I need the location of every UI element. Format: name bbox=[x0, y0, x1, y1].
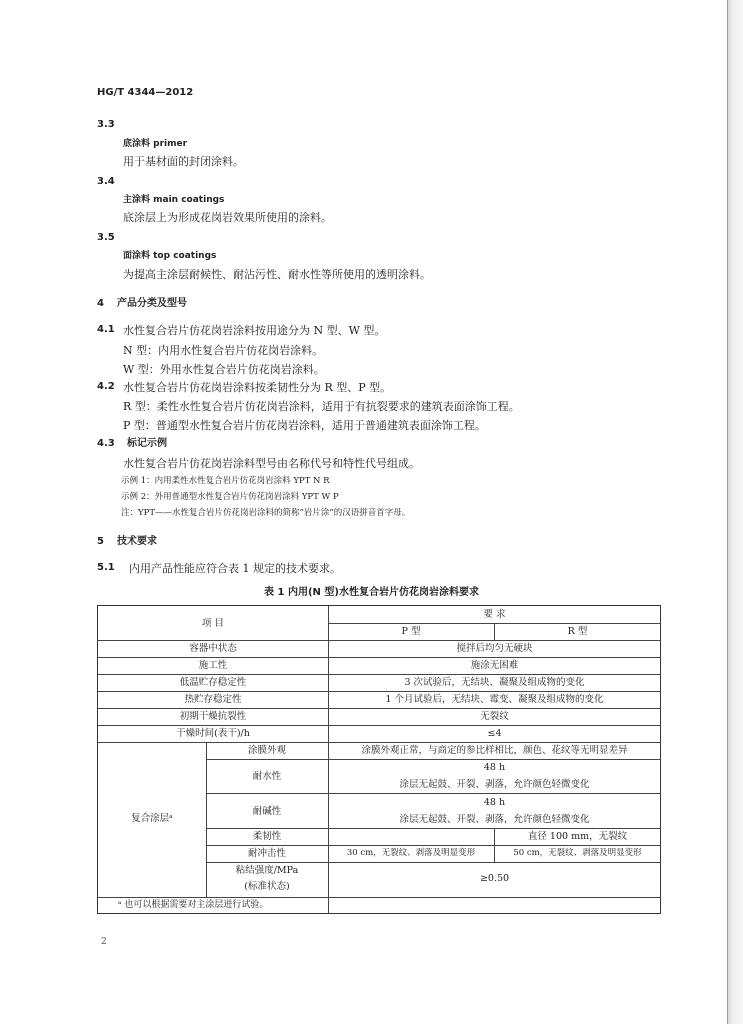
section-number: 3.4 bbox=[97, 176, 115, 187]
section-title: 技术要求 bbox=[117, 536, 157, 547]
section-number: 3.5 bbox=[97, 232, 115, 243]
section-number: 5.1 bbox=[97, 562, 115, 573]
page-edge bbox=[727, 0, 743, 1024]
term-title: 底涂料 primer bbox=[123, 139, 188, 149]
composite-coating-label: 复合涂层ᵃ bbox=[131, 813, 173, 824]
alkali-resistance-hours: 48 h bbox=[483, 797, 506, 808]
example-line: 示例 2：外用普通型水性复合岩片仿花岗岩涂料 YPT W P bbox=[121, 492, 339, 502]
table-header-requirement: 要 求 bbox=[483, 609, 506, 620]
paragraph-line: 水性复合岩片仿花岗岩涂料型号由名称代号和特性代号组成。 bbox=[123, 457, 420, 470]
water-resistance-item: 耐水性 bbox=[252, 771, 282, 782]
table-row-value: 搅拌后均匀无硬块 bbox=[456, 643, 533, 654]
flexibility-item: 柔韧性 bbox=[252, 831, 282, 842]
alkali-resistance-item: 耐碱性 bbox=[252, 806, 282, 817]
table-row-value: 施涂无困难 bbox=[470, 660, 519, 671]
appearance-item: 涂膜外观 bbox=[247, 745, 286, 756]
section-number: 4.3 bbox=[97, 438, 115, 449]
paragraph-line: 水性复合岩片仿花岗岩涂料按柔韧性分为 R 型、P 型。 bbox=[123, 381, 392, 394]
bond-strength-item: 粘结强度/MPa bbox=[235, 865, 299, 876]
water-resistance-value: 涂层无起鼓、开裂、剥落，允许颜色轻微变化 bbox=[399, 779, 590, 790]
table-row-value: 3 次试验后，无结块、凝聚及组成物的变化 bbox=[404, 677, 585, 688]
section-number: 4.2 bbox=[97, 381, 115, 392]
paragraph-line: 内用产品性能应符合表 1 规定的技术要求。 bbox=[129, 562, 341, 575]
table-header-r-type: R 型 bbox=[567, 626, 588, 637]
term-definition: 底涂层上为形成花岗岩效果所使用的涂料。 bbox=[123, 211, 332, 224]
table-caption: 表 1 内用(N 型)水性复合岩片仿花岗岩涂料要求 bbox=[264, 587, 479, 598]
section-number: 4 bbox=[97, 298, 104, 309]
water-resistance-hours: 48 h bbox=[483, 762, 506, 773]
table-row-value: ≤4 bbox=[487, 728, 502, 739]
term-title: 主涂料 main coatings bbox=[123, 195, 225, 205]
note-line: 注：YPT——水性复合岩片仿花岗岩涂料的简称“岩片涂”的汉语拼音首字母。 bbox=[121, 508, 411, 518]
section-title: 产品分类及型号 bbox=[117, 298, 187, 309]
paragraph-line: W 型：外用水性复合岩片仿花岗岩涂料。 bbox=[123, 363, 325, 376]
table-row-item: 干燥时间(表干)/h bbox=[176, 728, 250, 739]
table-row-item: 施工性 bbox=[198, 660, 228, 671]
table-row-value: 1 个月试验后，无结块、霉变、凝聚及组成物的变化 bbox=[385, 694, 604, 705]
paragraph-line: R 型：柔性水性复合岩片仿花岗岩涂料，适用于有抗裂要求的建筑表面涂饰工程。 bbox=[123, 400, 520, 413]
requirements-table bbox=[97, 605, 661, 914]
table-row-item: 初期干燥抗裂性 bbox=[179, 711, 247, 722]
bond-strength-condition: (标准状态) bbox=[244, 881, 290, 892]
appearance-value: 涂膜外观正常，与商定的参比样相比，颜色、花纹等无明显差异 bbox=[361, 745, 628, 756]
table-row-item: 热贮存稳定性 bbox=[184, 694, 242, 705]
table-footnote: ᵃ 也可以根据需要对主涂层进行试验。 bbox=[118, 900, 269, 910]
example-line: 示例 1：内用柔性水性复合岩片仿花岗岩涂料 YPT N R bbox=[121, 476, 330, 486]
flexibility-r-value: 直径 100 mm，无裂纹 bbox=[527, 831, 628, 842]
paragraph-line: N 型：内用水性复合岩片仿花岗岩涂料。 bbox=[123, 344, 324, 357]
section-title: 标记示例 bbox=[127, 438, 167, 449]
term-definition: 为提高主涂层耐候性、耐沾污性、耐水性等所使用的透明涂料。 bbox=[123, 268, 431, 281]
table-header-p-type: P 型 bbox=[401, 626, 421, 637]
page-number: 2 bbox=[101, 937, 107, 947]
section-number: 4.1 bbox=[97, 324, 115, 335]
table-row-item: 低温贮存稳定性 bbox=[179, 677, 247, 688]
table-header-item: 项 目 bbox=[201, 618, 225, 629]
term-definition: 用于基材面的封闭涂料。 bbox=[123, 155, 244, 168]
paragraph-line: 水性复合岩片仿花岗岩涂料按用途分为 N 型、W 型。 bbox=[123, 324, 386, 337]
impact-resistance-item: 耐冲击性 bbox=[247, 848, 286, 859]
impact-resistance-p-value: 30 cm，无裂纹、剥落及明显变形 bbox=[346, 848, 476, 858]
section-number: 3.3 bbox=[97, 119, 115, 130]
term-title: 面涂料 top coatings bbox=[123, 251, 217, 261]
standard-code: HG/T 4344—2012 bbox=[97, 87, 194, 98]
table-row-item: 容器中状态 bbox=[189, 643, 237, 654]
paragraph-line: P 型：普通型水性复合岩片仿花岗岩涂料，适用于普通建筑表面涂饰工程。 bbox=[123, 419, 486, 432]
bond-strength-value: ≥0.50 bbox=[479, 873, 510, 884]
impact-resistance-r-value: 50 cm，无裂纹、剥落及明显变形 bbox=[513, 848, 642, 858]
section-number: 5 bbox=[97, 536, 104, 547]
table-row-value: 无裂纹 bbox=[480, 711, 509, 722]
alkali-resistance-value: 涂层无起鼓、开裂、剥落，允许颜色轻微变化 bbox=[399, 814, 590, 825]
